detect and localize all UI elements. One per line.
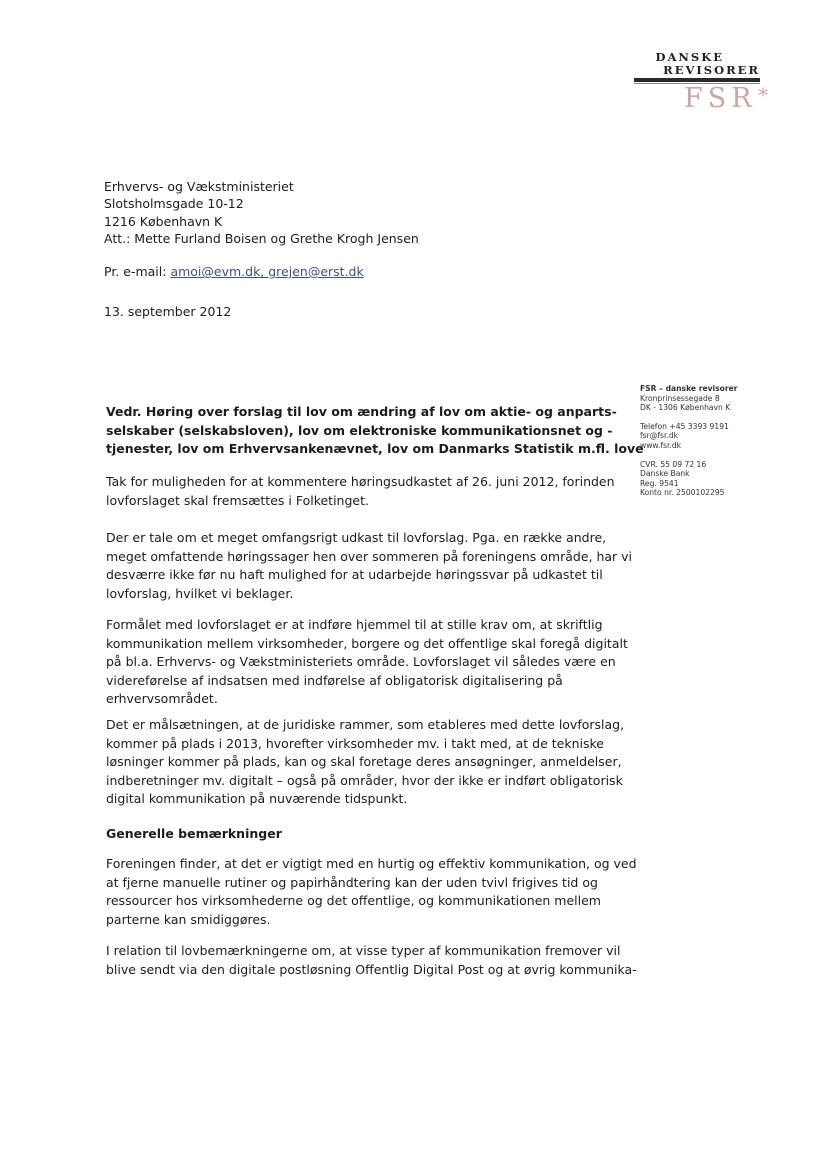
text-line: digital kommunikation på nuværende tidspunkt. — [106, 791, 408, 807]
text-line: kommer på plads i 2013, hvorefter virksomheder mv. i takt med, at de tekniske — [106, 735, 604, 751]
text-line: løsninger kommer på plads, kan og skal foretage deres ansøgninger, anmeldelser, — [106, 754, 622, 770]
logo-line-2: REVISORER — [663, 63, 760, 77]
text-line: lovforslaget skal fremsættes i Folketinget. — [106, 492, 369, 508]
text-line: kommunikation mellem virksomheder, borgere og det offentlige skal foregå digitalt — [106, 635, 628, 651]
email-link[interactable]: amoi@evm.dk, grejen@erst.dk — [170, 264, 364, 279]
text-line: Foreningen finder, at det er vigtigt med en hurtig og effektiv kommunikation, og ved — [106, 856, 637, 871]
sender-phone: Telefon +45 3393 9191 — [640, 421, 729, 431]
text-line: på bl.a. Erhvervs- og Vækstministeriets område. Lovforslaget vil således være en — [106, 654, 616, 670]
address-line: Att.: Mette Furland Boisen og Grethe Krogh Jensen — [104, 231, 419, 247]
text-line: I relation til lovbemærkningerne om, at visse typer af kommunikation fremover vil — [106, 943, 621, 958]
sender-city: DK - 1306 København K — [640, 403, 731, 413]
text-line: Formålet med lovforslaget er at indføre hjemmel til at stille krav om, at skriftlig — [106, 617, 603, 632]
text-line: ressourcer hos virksomhederne og det offentlige, og kommunikationen mellem — [106, 893, 601, 909]
sender-street: Kronprinsessegade 8 — [640, 393, 720, 403]
text-line: lovforslag, hvilket vi beklager. — [106, 585, 294, 601]
text-line: at fjerne manuelle rutiner og papirhåndtering kan der uden tvivl frigives tid og — [106, 874, 598, 890]
paragraph-1 — [106, 473, 622, 510]
logo-mark: FSR — [684, 83, 757, 114]
text-line: erhvervsområdet. — [106, 691, 218, 707]
sender-name: FSR – danske revisorer — [640, 384, 738, 393]
logo-rule — [634, 78, 760, 82]
text-line: videreførelse af indsatsen med indførelse af obligatorisk digitalisering på — [106, 672, 563, 688]
subject-line: tjenester, lov om Erhvervsankenævnet, lov om Danmarks Statistik m.fl. love — [106, 441, 644, 457]
recipient-address — [104, 178, 419, 248]
address-line: 1216 København K — [104, 213, 223, 229]
fsr-logo — [634, 50, 768, 114]
text-line: indberetninger mv. digitalt – også på områder, hvor der ikke er indført obligatorisk — [106, 772, 623, 788]
email-label: Pr. e-mail: — [104, 264, 167, 279]
sender-bank: Danske Bank — [640, 469, 690, 479]
sender-email: fsr@fsr.dk — [640, 431, 679, 441]
sender-cvr: CVR. 55 09 72 16 — [640, 459, 707, 469]
paragraph-4 — [106, 716, 625, 809]
paragraph-6 — [106, 942, 637, 979]
logo-star: * — [758, 83, 768, 107]
text-line: blive sendt via den digitale postløsning Offentlig Digital Post og at øvrig kommunika- — [106, 961, 637, 977]
sender-account: Konto nr. 2500102295 — [640, 488, 725, 498]
letter-date: 13. september 2012 — [104, 304, 232, 319]
address-line: Erhvervs- og Vækstministeriet — [104, 179, 294, 194]
sender-info — [640, 384, 738, 498]
subject-line: Vedr. Høring over forslag til lov om ændring af lov om aktie- og anparts- — [106, 404, 617, 419]
text-line: Tak for muligheden for at kommentere høringsudkastet af 26. juni 2012, forinden — [106, 474, 615, 489]
subject-line: selskaber (selskabsloven), lov om elektroniske kommunikationsnet og - — [106, 422, 613, 438]
paragraph-3 — [106, 616, 628, 709]
sender-web: www.fsr.dk — [640, 440, 682, 450]
text-line: desværre ikke før nu haft mulighed for at udarbejde høringssvar på udkastet til — [106, 567, 603, 583]
sender-reg: Reg. 9541 — [640, 478, 679, 488]
paragraph-5 — [106, 855, 637, 929]
section-heading: Generelle bemærkninger — [106, 826, 282, 841]
logo-line-1: DANSKE — [655, 50, 724, 64]
text-line: meget omfattende høringssager hen over sommeren på foreningens område, har vi — [106, 548, 633, 564]
subject-heading — [106, 403, 644, 459]
address-line: Slotsholmsgade 10-12 — [104, 196, 244, 212]
email-line — [104, 264, 364, 279]
text-line: Det er målsætningen, at de juridiske rammer, som etableres med dette lovforslag, — [106, 717, 625, 732]
paragraph-2 — [106, 529, 633, 603]
text-line: Der er tale om et meget omfangsrigt udkast til lovforslag. Pga. en række andre, — [106, 530, 607, 545]
text-line: parterne kan smidiggøres. — [106, 911, 271, 927]
